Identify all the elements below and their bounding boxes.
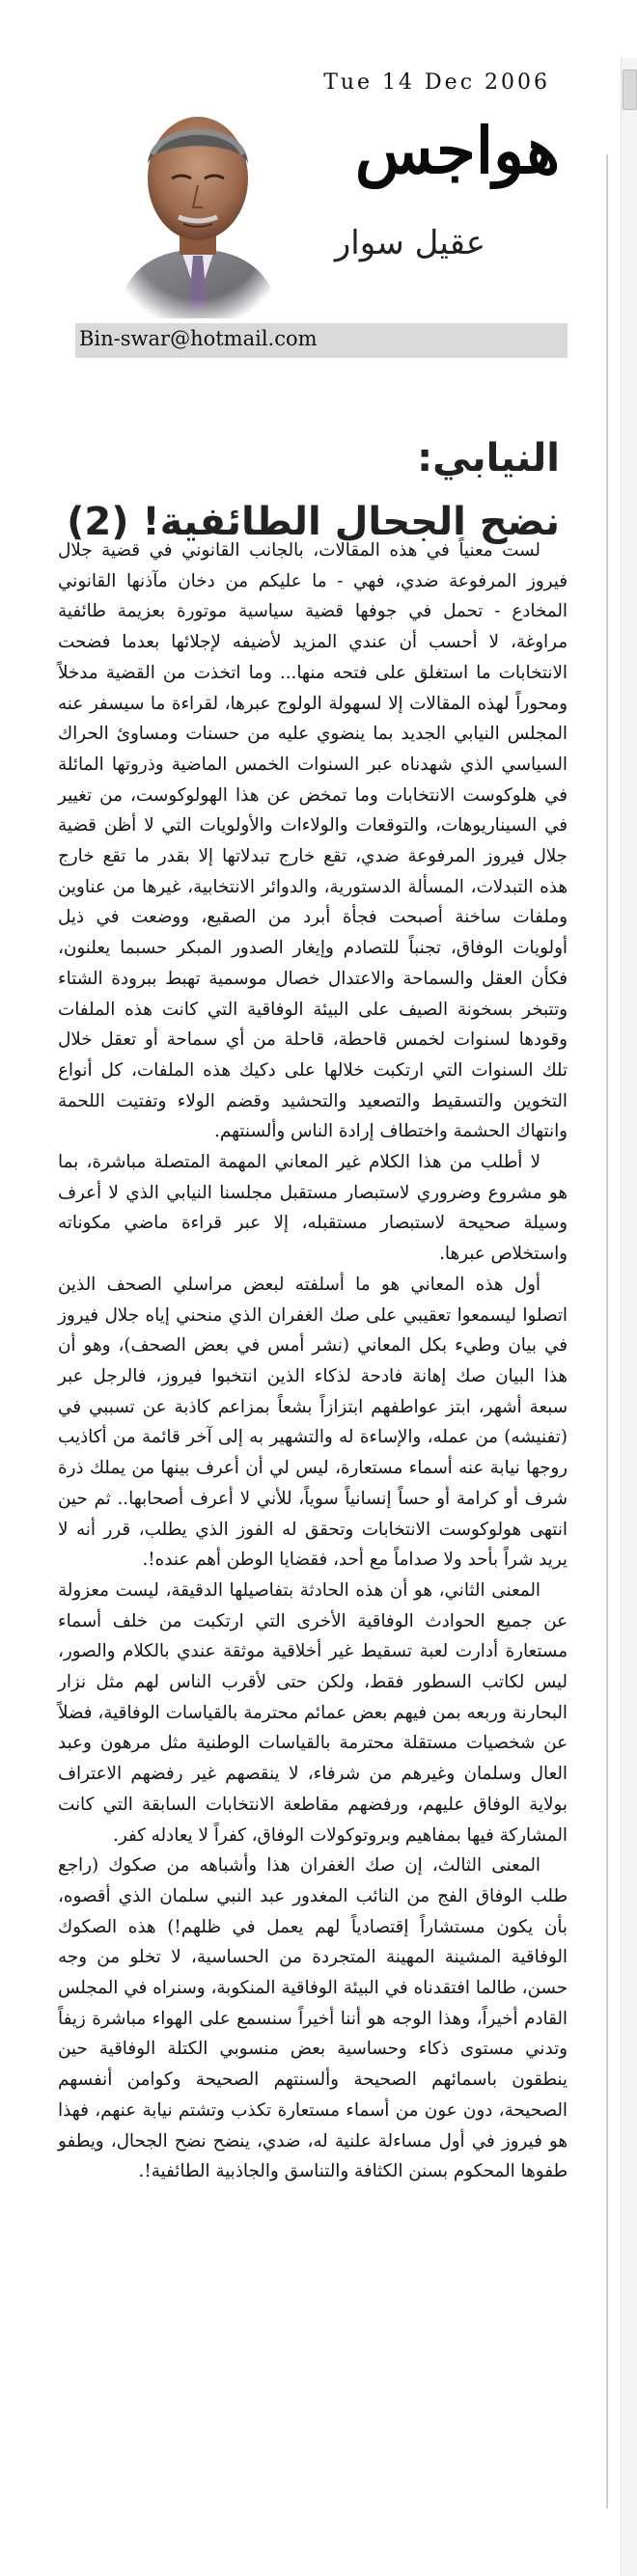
headline-line-1: النيابي: [417,436,560,480]
scrollbar-thumb[interactable] [623,69,637,110]
email-bar [75,323,568,358]
article-paragraph: المعنى الثالث، إن صك الغفران هذا وأشباهه من صكوك (راجع طلب الوفاق الفج من النائب المغدور عبد النبي سلمان الذي أقصوه، بأن يكون مستشاراً إقتصادياً لهم يعمل في ظلهم!) هذه الصكوك الوفاقية المشينة المهينة المتجردة من الحساسية، لا تخلو من وجه حسن، طالما افتقدناه في البيئة الوفاقية المنكوبة، وسنراه في المجلس القادم أخيراً، وهذا الوجه هو أننا أخيراً سنسمع على الهواء مباشرة زيفاً وتدني مستوى ذكاء وحساسية بعض منسوبي الكتلة الوفاقية حين ينطقون باسمائهم الصحيحة وألسنتهم الصحيحة وكوامن أنفسهم الصحيحة، دون عون من أسماء مستعارة تكذب وتشتم نيابة عنهم، فهذا هو فيروز في أول مساءلة علنية له، ضدي، ينضح نضح الجحال، ويطفو طفوها المحكوم بسنن الكثافة والتناسق والجاذبية الطائفية!. [58,1855,568,2182]
author-email-link[interactable]: Bin-swar@hotmail.com [79,327,318,350]
column-divider [606,154,608,2508]
author-photo [106,96,290,318]
article-paragraph: لست معنياً في هذه المقالات، بالجانب القانوني في قضية جلال فيروز المرفوعة ضدي، فهي - ما عليكم من دخان مآذنها القانوني المخادع - تحمل في جوفها قضية سياسية موتورة بعزيمة طائفية مراوغة، لا أحسب أن عندي المزيد لأضيفه لإجلائها بعدما فضحت الانتخابات ما استغلق على فتحه منها... وما اتخذت من القضية مدخلاً ومحوراً لهذه المقالات إلا لسهولة الولوج عبرها، لقراءة ما سيسفر عنه المجلس النيابي الجديد بما ينضوي عليه من حسنات ومساوئ الحراك السياسي الذي شهدناه عبر السنوات الخمس الماضية وذروتها المائلة في هلوكوست الانتخابات وما تمخض عن هذا الهولوكوست، من تغيير في السيناريوهات، والتوقعات والولاءات والأولويات التي لا أظن قضية جلال فيروز المرفوعة ضدي، تقع خارج تبدلاتها إلا بقدر ما تقع خارج هذه التبدلات، المسألة الدستورية، والدوائر الانتخابية، غيرها من عناوين وملفات ساخنة أصبحت فجأة أبرد من الصقيع، ووضعت في ذيل أولويات الوفاق، تجنباً للتصادم وإيغار الصدور المبكر حسبما يعلنون، فكأن العقل والسماحة والاعتدال خصال موسمية تهبط ببرودة الشتاء وتتبخر بسخونة الصيف على البيئة الوفاقية التي كانت هذه الملفات وقودها لسنوات لخمس قاحطة، قاحلة من أي سماحة أو تعقل خلال تلك السنوات التي ارتكبت خلالها على دكيك هذه الملفات، كل أنواع التخوين والتسقيط والتصعيد والتحشيد وقضم الولاء وتفتيت اللحمة وانتهاك الحشمة واختطاف إرادة الناس وألسنتهم. [58,540,568,1142]
publication-date: Tue 14 Dec 2006 [323,70,550,95]
author-name: عقيل سوار [334,224,486,262]
page-top-border [0,0,598,8]
article-paragraph: لا أطلب من هذا الكلام غير المعاني المهمة المتصلة مباشرة، بما هو مشروع وضروري لاستبصار مستقبل مجلسنا النيابي الذي لا أعرف وسيلة صحيحة لاستبصار مستقبله، إلا عبر قراءة ماضي مكوناته واستخلاص عبرها. [58,1152,568,1265]
headline-line-2: نضح الجحال الطائفية! (2) [67,500,560,544]
article-paragraph: أول هذه المعاني هو ما أسلفته لبعض مراسلي الصحف الذين اتصلوا ليسمعوا تعقيبي على صك الغفران الذي منحني إياه جلال فيروز في بيان وطيء بكل المعاني (نشر أمس في بعض الصحف)، وهو أن هذا البيان صك إهانة فادحة لذكاء الذين انتخبوا فيروز، فالرجل عبر سبعة أشهر، ابتز عواطفهم ابتزازاً بشعاً بمزاعم كاذبة عن تسببي في (تفنيشه) من عمله، والإساءة له والتشهير به إلى آخر قائمة من أكاذيب روجها نيابة عنه أسماء مستعارة، ليس لي أن أعرف بينها من يملك ذرة شرف أو كرامة أو حساً إنسانياً سوياً، للأني لا أعرف أصحابها.. ثم حين انتهى هولوكوست الانتخابات وتحقق له الفوز الذي يطلب، قرر أنه لا يريد شراً بأحد ولا صداماً مع أحد، فقضايا الوطن أهم عنده!. [58,1274,568,1571]
article-body [58,535,568,2187]
author-portrait-icon [106,96,290,318]
article-paragraph: المعنى الثاني، هو أن هذه الحادثة بتفاصيلها الدقيقة، ليست معزولة عن جميع الحوادث الوفاقية الأخرى التي ارتكبت من خلف أسماء مستعارة أدارت لعبة تسقيط غير أخلاقية موثقة عندي بالكلام والصور، ليس لكاتب السطور فقط، ولكن حتى لأقرب الناس لهم مثل نزار البحارنة وربعه بمن فيهم بعض عمائم محترمة بالقياسات الوفاقية، فضلاً عن شخصيات مستقلة محترمة بالقياسات الوطنية مثل مرهون وعبد العال وسلمان وغيرهم من شرفاء، لا ينقصهم غير رفضهم الاعتراف بولاية الوفاق عليهم، ورفضهم مقاطعة الانتخابات السابقة التي كانت المشاركة فيها بمفاهيم وبروتوكولات الوفاق، كفراً لا يعادله كفر. [58,1579,568,1846]
vertical-scrollbar[interactable] [621,58,637,2576]
column-title: هواجس [354,113,560,188]
